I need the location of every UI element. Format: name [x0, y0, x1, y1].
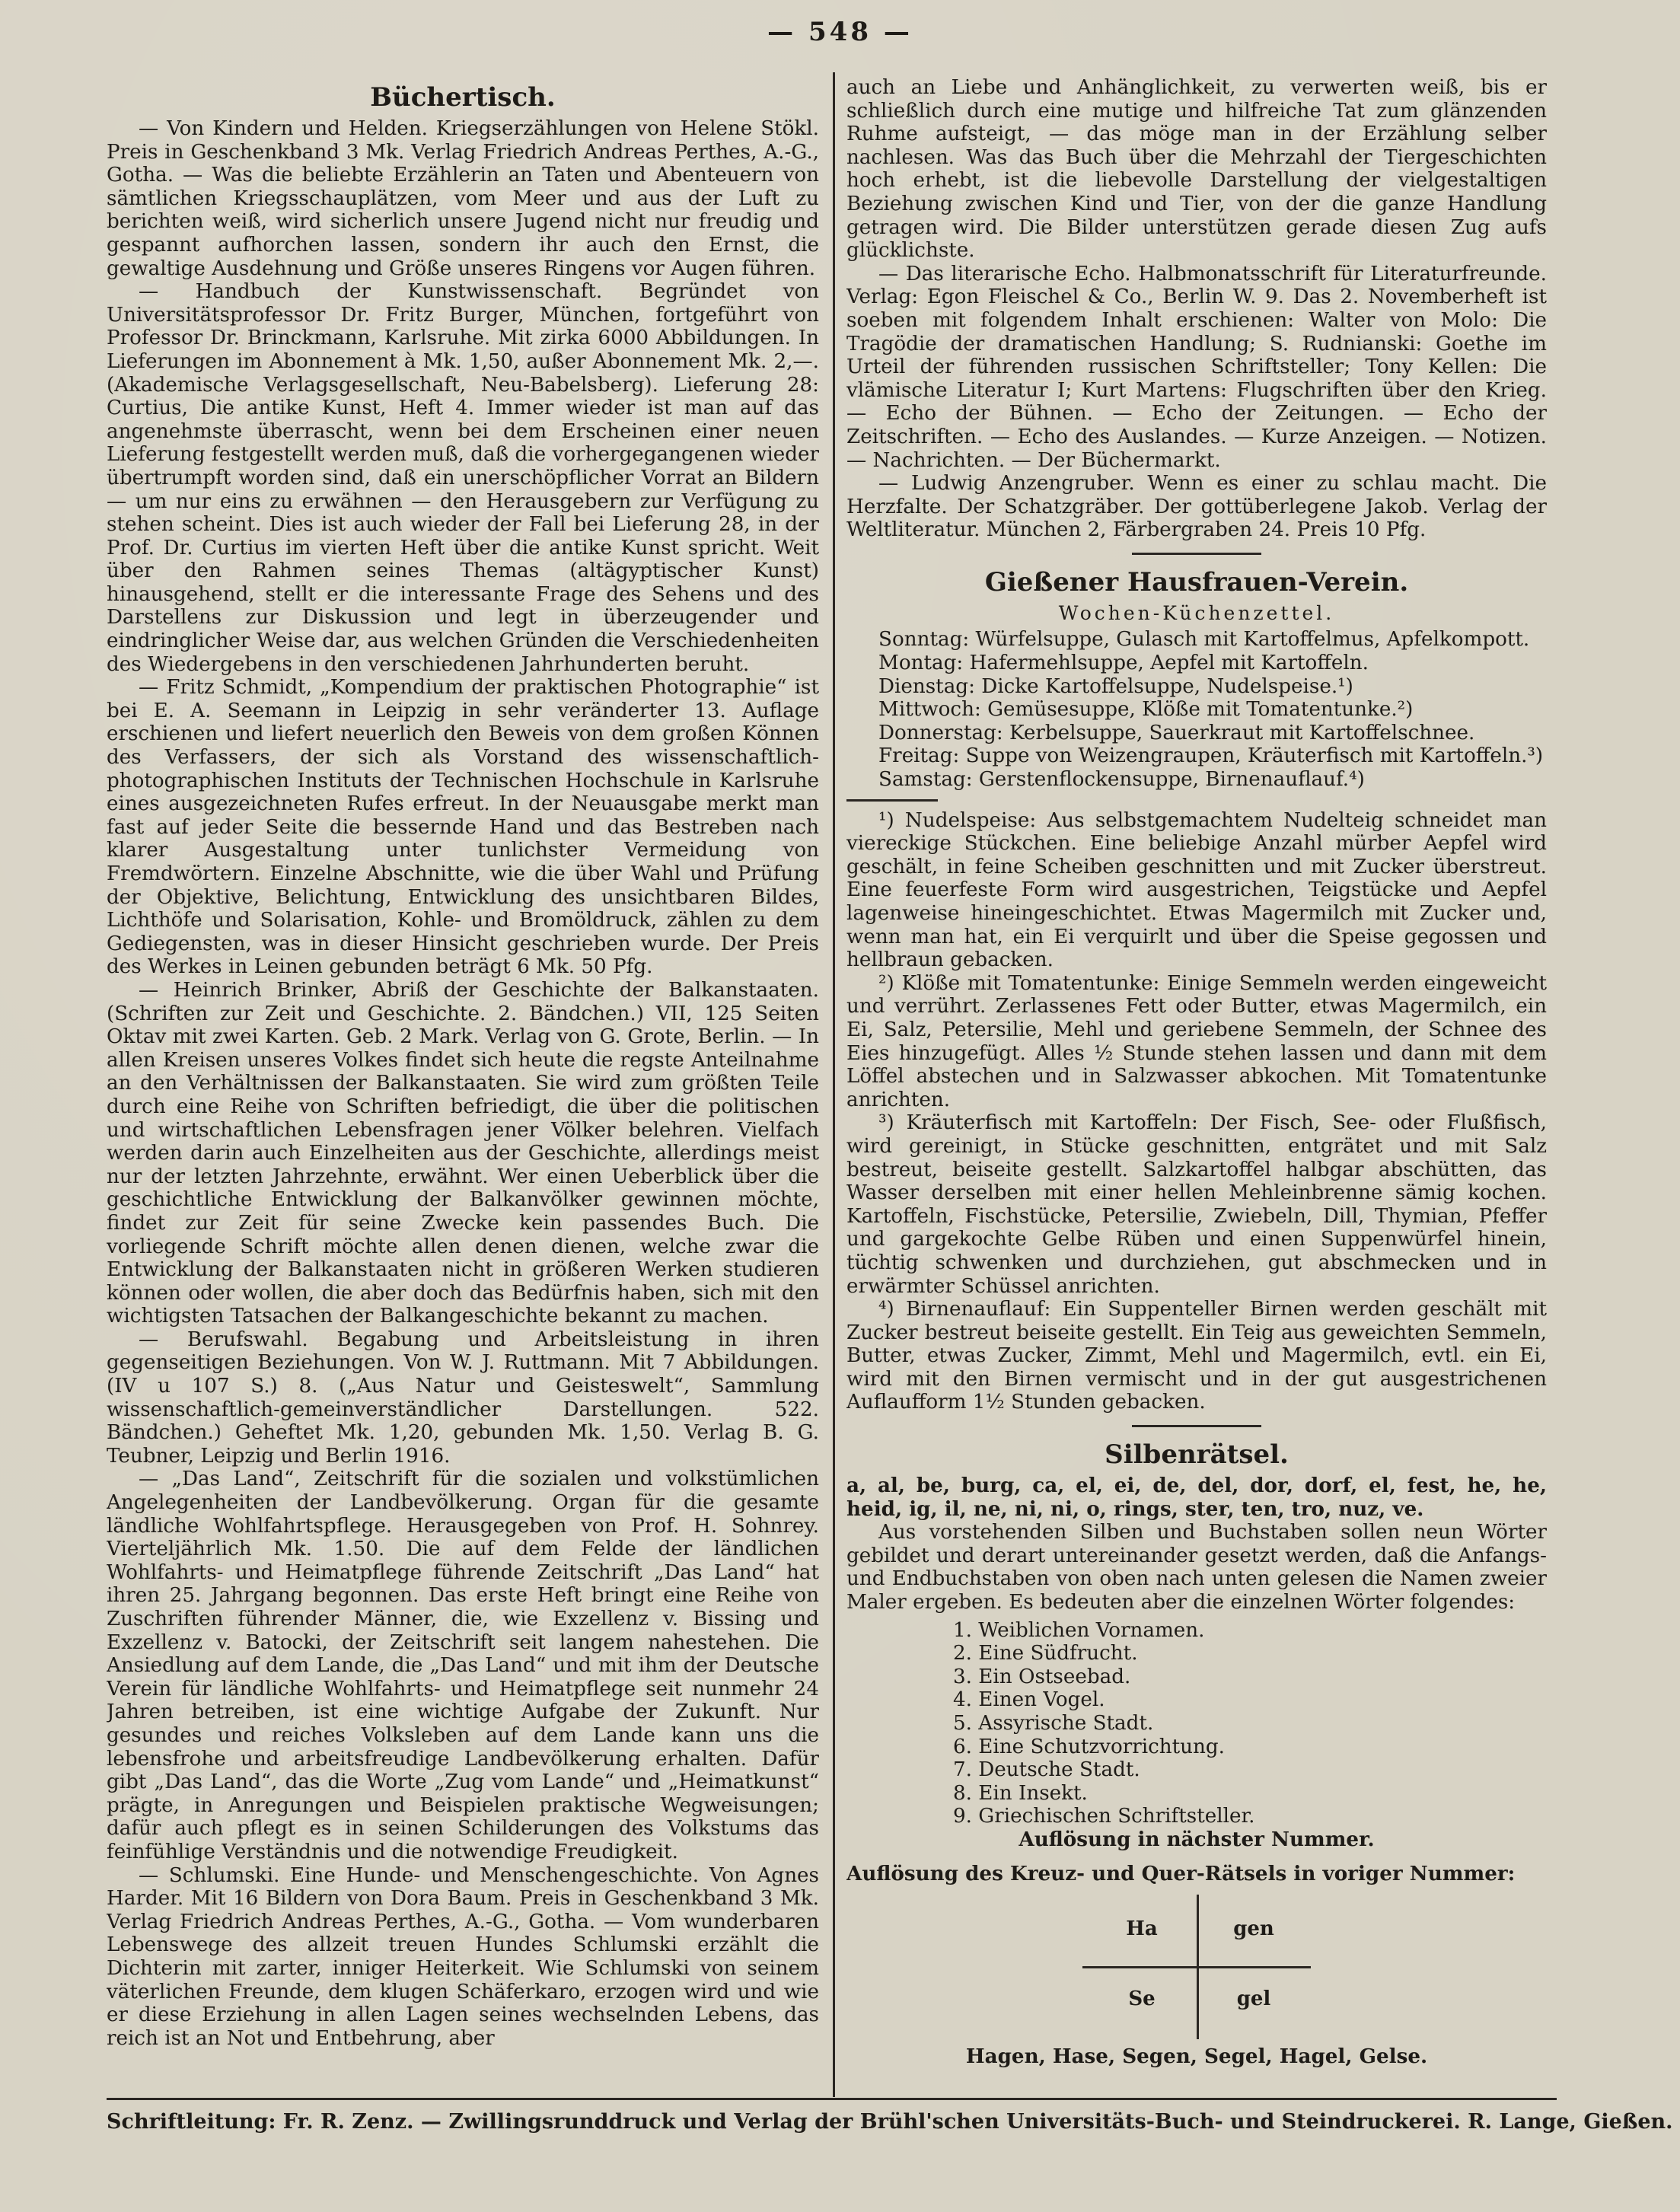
riddle-item: 9. Griechischen Schriftsteller.	[953, 1805, 1255, 1828]
footer-rule	[107, 2098, 1557, 2100]
cross-puzzle-grid	[1082, 1895, 1311, 2039]
section-heading-silbenraetsel: Silbenrätsel.	[1105, 1439, 1289, 1471]
weekly-menu	[846, 628, 1547, 791]
menu-day: Donnerstag: Kerbelsuppe, Sauerkraut mit Kartoffelschnee.	[878, 721, 1475, 744]
riddle-syllables: a, al, be, burg, ca, el, ei, de, del, dor, dorf, el, fest, he, he, heid, ig, il, ne, ni, ni, o, rings, ster, ten, tro, nuz, ve.	[846, 1474, 1547, 1521]
grid-cell-top-right: gen	[1233, 1917, 1274, 1941]
review-paragraph: — Schlumski. Eine Hunde- und Menschengeschichte. Von Agnes Harder. Mit 16 Bildern von Dora Baum. Preis in Geschenkband 3 Mk. Verlag Friedrich Andreas Perthes, A.-G., Gotha. — Vom wunderbaren Lebenswege des allzeit treuen Hundes Schlumski erzählt die Dichterin mit zarter, inniger Heiterkeit. Wie Schlumski von seinem väterlichen Freunde, dem klugen Schäferkaro, erzogen wird und wie er diese Erziehung in allen Lagen seines wechselnden Lebens, das reich ist an Not und Entbehrung, aber	[107, 1863, 819, 2050]
review-paragraph: — Berufswahl. Begabung und Arbeitsleistung in ihren gegenseitigen Beziehungen. Von W. J. Ruttmann. Mit 7 Abbildungen. (IV u 107 S.) 8. („Aus Natur und Geisteswelt“, Sammlung wissenschaftlich-gemeinverständlicher Darstellungen. 522. Bändchen.) Geheftet Mk. 1,20, gebunden Mk. 1,50. Verlag B. G. Teubner, Leipzig und Berlin 1916.	[107, 1328, 819, 1468]
riddle-item: 4. Einen Vogel.	[953, 1688, 1105, 1712]
recipe-paragraph: ¹) Nudelspeise: Aus selbstgemachtem Nudelteig schneidet man viereckige Stückchen. Eine beliebige Anzahl mürber Aepfel wird geschält, in feine Scheiben geschnitten und mit Zucker überstreut. Eine feuerfeste Form wird ausgestrichen, Teigstücke und Aepfel lagenweise hineingeschichtet. Etwas Magermilch mit Zucker und, wenn man hat, ein Ei verquirlt und über die Speise gegossen und hellbraun gebacken.	[846, 808, 1547, 972]
riddle-item: 3. Ein Ostseebad.	[953, 1665, 1131, 1688]
review-paragraph: — Heinrich Brinker, Abriß der Geschichte der Balkanstaaten. (Schriften zur Zeit und Geschichte. 2. Bändchen.) VII, 125 Seiten Oktav mit zwei Karten. Geb. 2 Mark. Verlag von G. Grote, Berlin. — In allen Kreisen unseres Volkes findet sich heute die regste Anteilnahme an den Verhältnissen der Balkanstaaten. Sie wird zum größten Teile durch eine Reihe von Schriften befriedigt, die über die politischen und wirtschaftlichen Lebensfragen jener Völker belehren. Vielfach werden darin auch Einzelheiten aus der Geschichte, allerdings meist nur der letzten Jahrzehnte, erwähnt. Wer einen Ueberblick über die geschichtliche Entwicklung der Balkanvölker gewinnen möchte, findet zur Zeit für seine Zwecke kein passendes Buch. Die vorliegende Schrift möchte allen denen dienen, welche zwar die Entwicklung der Balkanstaaten nicht in größeren Werken studieren können oder wollen, die aber doch das Bedürfnis haben, sich mit den wichtigsten Tatsachen der Balkangeschichte bekannt zu machen.	[107, 978, 819, 1328]
menu-day: Freitag: Suppe von Weizengraupen, Kräuterfisch mit Kartoffeln.³)	[878, 744, 1544, 768]
grid-vertical-line	[1197, 1895, 1199, 2039]
review-paragraph: — Handbuch der Kunstwissenschaft. Begründet von Universitätsprofessor Dr. Fritz Burger, München, fortgeführt von Professor Dr. Brinckmann, Karlsruhe. Mit zirka 6000 Abbildungen. In Lieferungen im Abonnement à Mk. 1,50, außer Abonnement Mk. 2,—. (Akademische Verlagsgesellschaft, Neu-Babelsberg). Lieferung 28: Curtius, Die antike Kunst, Heft 4. Immer wieder ist man auf das angenehmste überrascht, wenn bei dem Erscheinen einer neuen Lieferung festgestellt werden muß, daß die vorhergegangenen wieder übertrumpft worden sind, daß ein unerschöpflicher Vorrat an Bildern — um nur eins zu erwähnen — den Herausgebern zur Verfügung zu stehen scheint. Dies ist auch wieder der Fall bei Lieferung 28, in der Prof. Dr. Curtius im vierten Heft über die antike Kunst spricht. Weit über den Rahmen seines Themas (altägyptischer Kunst) hinausgehend, stellt er die interessante Frage des Sehens und des Darstellens zur Diskussion und legt in überzeugender und eindringlicher Weise dar, aus welchen Gründen die Verschiedenheiten des Wiedergebens in den verschiedenen Jahrhunderten beruht.	[107, 280, 819, 676]
review-paragraph: — „Das Land“, Zeitschrift für die sozialen und volkstümlichen Angelegenheiten der Landbevölkerung. Organ für die gesamte ländliche Wohlfahrtspflege. Herausgegeben von Prof. H. Sohnrey. Vierteljährlich Mk. 1.50. Die auf dem Felde der ländlichen Wohlfahrts- und Heimatpflege führende Zeitschrift „Das Land“ hat ihren 25. Jahrgang begonnen. Das erste Heft bringt eine Reihe von Zuschriften führender Männer, die, wie Exzellenz v. Bissing und Exzellenz v. Batocki, der Zeitschrift seit langem nahestehen. Die Ansiedlung auf dem Lande, die „Das Land“ und mit ihm der Deutsche Verein für ländliche Wohlfahrts- und Heimatpflege seit nunmehr 24 Jahren betreiben, ist eine wichtige Aufgabe der Zukunft. Nur gesundes und reiches Volksleben auf dem Lande kann uns die lebensfrohe und arbeitsfreudige Landbevölkerung erhalten. Dafür gibt „Das Land“, das die Worte „Zug vom Lande“ und „Heimatkunst“ prägte, in Anregungen und Beispielen praktische Wegweisungen; dafür auch pflegt es in seinen Schilderungen des Volkstums das feinfühlige Verständnis und die notwendige Freudigkeit.	[107, 1468, 819, 1863]
section-heading-hausfrauen-verein: Gießener Hausfrauen-Verein.	[984, 566, 1409, 598]
section-divider	[1132, 553, 1261, 555]
grid-cell-top-left: Ha	[1126, 1917, 1158, 1941]
section-divider	[1132, 1425, 1261, 1427]
riddle-item: 7. Deutsche Stadt.	[953, 1758, 1140, 1782]
riddle-intro: Aus vorstehenden Silben und Buchstaben sollen neun Wörter gebildet und derart untereinander gesetzt werden, daß die Anfangs- und Endbuchstaben von oben nach unten gelesen die Namen zweier Maler ergeben. Es bedeuten aber die einzelnen Wörter folgendes:	[846, 1521, 1547, 1614]
riddle-item: 1. Weiblichen Vornamen.	[953, 1618, 1205, 1642]
section-heading-buechertisch: Büchertisch.	[370, 82, 556, 113]
menu-day: Mittwoch: Gemüsesuppe, Klöße mit Tomatentunke.²)	[878, 698, 1414, 722]
menu-divider	[846, 799, 938, 802]
grid-cell-bottom-right: gel	[1236, 1987, 1271, 2011]
right-column	[846, 76, 1547, 2089]
page-number: — 548 —	[767, 17, 913, 47]
solution-next-issue: Auflösung in nächster Nummer.	[1019, 1827, 1375, 1851]
riddle-item: 5. Assyrische Stadt.	[953, 1712, 1154, 1735]
previous-solution-title: Auflösung des Kreuz- und Quer-Rätsels in voriger Nummer:	[846, 1861, 1516, 1885]
menu-day: Dienstag: Dicke Kartoffelsuppe, Nudelspeise.¹)	[878, 674, 1353, 698]
grid-cell-bottom-left: Se	[1128, 1987, 1156, 2011]
grid-solution-words: Hagen, Hase, Segen, Segel, Hagel, Gelse.	[965, 2045, 1428, 2069]
recipe-paragraph: ²) Klöße mit Tomatentunke: Einige Semmeln werden eingeweicht und verrührt. Zerlassenes Fett oder Butter, etwas Magermilch, ein Ei, Salz, Petersilie, Mehl und geriebene Semmeln, der Schnee des Eies hinzugefügt. Alles ½ Stunde stehen lassen und dann mit dem Löffel abstechen und in Salzwasser abkochen. Mit Tomatentunke anrichten.	[846, 971, 1547, 1111]
column-divider	[833, 72, 835, 2097]
review-paragraph: — Von Kindern und Helden. Kriegserzählungen von Helene Stökl. Preis in Geschenkband 3 Mk. Verlag Friedrich Andreas Perthes, A.-G., Gotha. — Was die beliebte Erzählerin an Taten und Abenteuern von sämtlichen Kriegsschauplätzen, vom Meer und aus der Luft zu berichten weiß, wird sicherlich unsere Jugend nicht nur freudig und gespannt aufhorchen lassen, sondern ihr auch den Ernst, die gewaltige Ausdehnung und Größe unseres Ringens vor Augen führen.	[107, 117, 819, 280]
riddle-list	[953, 1619, 1547, 1828]
riddle-item: 2. Eine Südfrucht.	[953, 1642, 1138, 1665]
riddle-item: 8. Ein Insekt.	[953, 1781, 1088, 1805]
left-column	[107, 76, 819, 2089]
menu-subheading: Wochen-Küchenzettel.	[1058, 601, 1335, 624]
review-paragraph: — Fritz Schmidt, „Kompendium der praktischen Photographie“ ist bei E. A. Seemann in Leipzig in sehr veränderter 13. Auflage erschienen und liefert neuerlich den Beweis von dem großen Können des Verfassers, der sich als Vorstand des wissenschaftlich-photographischen Instituts der Technischen Hochschule in Karlsruhe eines ausgezeichneten Rufes erfreut. In der Neuausgabe merkt man fast auf jeder Seite die bessernde Hand und das Bestreben nach klarer Ausgestaltung unter tunlichster Vermeidung von Fremdwörtern. Einzelne Abschnitte, wie die über Wahl und Prüfung der Objektive, Belichtung, Entwicklung des unsichtbaren Bildes, Lichthöfe und Solarisation, Kohle- und Bromöldruck, zählen zu dem Gediegensten, was in dieser Hinsicht geschrieben wurde. Der Preis des Werkes in Leinen gebunden beträgt 6 Mk. 50 Pfg.	[107, 676, 819, 979]
recipe-paragraph: ⁴) Birnenauflauf: Ein Suppenteller Birnen werden geschält mit Zucker bestreut beiseite gestellt. Ein Teig aus geweichten Semmeln, Butter, etwas Zucker, Zimmt, Mehl und Magermilch, evtl. ein Ei, wird mit den Birnen vermischt und in der gut ausgestrichenen Auflaufform 1½ Stunden gebacken.	[846, 1298, 1547, 1414]
menu-day: Montag: Hafermehlsuppe, Aepfel mit Kartoffeln.	[878, 652, 1369, 675]
recipe-paragraph: ³) Kräuterfisch mit Kartoffeln: Der Fisch, See- oder Flußfisch, wird gereinigt, in Stücke geschnitten, entgrätet und mit Salz bestreut, beiseite gestellt. Salzkartoffel halbgar abschütten, das Wasser derselben mit einer hellen Mehleinbrenne sämig kochen. Kartoffeln, Fischstücke, Petersilie, Zwiebeln, Dill, Thymian, Pfeffer und gargekochte Gelbe Rüben und einen Suppenwürfel hinein, tüchtig schwenken und durchziehen, gut abschmecken und in erwärmter Schüssel anrichten.	[846, 1111, 1547, 1298]
review-paragraph: auch an Liebe und Anhänglichkeit, zu verwerten weiß, bis er schließlich durch eine mutige und hilfreiche Tat zum glänzenden Ruhme aufsteigt, — das möge man in der Erzählung selber nachlesen. Was das Buch über die Mehrzahl der Tiergeschichten hoch erhebt, ist die liebevolle Darstellung der vielgestaltigen Beziehung zwischen Kind und Tier, von der die ganze Handlung getragen wird. Die Bilder unterstützen gerade diesen Zug aufs glücklichste.	[846, 76, 1547, 263]
menu-day: Sonntag: Würfelsuppe, Gulasch mit Kartoffelmus, Apfelkompott.	[878, 628, 1530, 652]
review-paragraph: — Ludwig Anzengruber. Wenn es einer zu schlau macht. Die Herzfalte. Der Schatzgräber. Der gottüberlegene Jakob. Verlag der Weltliteratur. München 2, Färbergraben 24. Preis 10 Pfg.	[846, 472, 1547, 542]
menu-day: Samstag: Gerstenflockensuppe, Birnenauflauf.⁴)	[878, 768, 1365, 792]
riddle-item: 6. Eine Schutzvorrichtung.	[953, 1735, 1225, 1758]
imprint-footer: Schriftleitung: Fr. R. Zenz. — Zwillingsrunddruck und Verlag der Brühl'schen Universitäts-Buch- und Steindruckerei. R. Lange, Gießen.	[107, 2110, 1673, 2134]
review-paragraph: — Das literarische Echo. Halbmonatsschrift für Literaturfreunde. Verlag: Egon Fleischel & Co., Berlin W. 9. Das 2. Novemberheft ist soeben mit folgendem Inhalt erschienen: Walter von Molo: Die Tragödie der dramatischen Handlung; S. Rudnianski: Goethe im Urteil der führenden russischen Schriftsteller; Tony Kellen: Die vlämische Literatur I; Kurt Martens: Flugschriften über den Krieg. — Echo der Bühnen. — Echo der Zeitungen. — Echo der Zeitschriften. — Echo des Auslandes. — Kurze Anzeigen. — Notizen. — Nachrichten. — Der Büchermarkt.	[846, 262, 1547, 472]
